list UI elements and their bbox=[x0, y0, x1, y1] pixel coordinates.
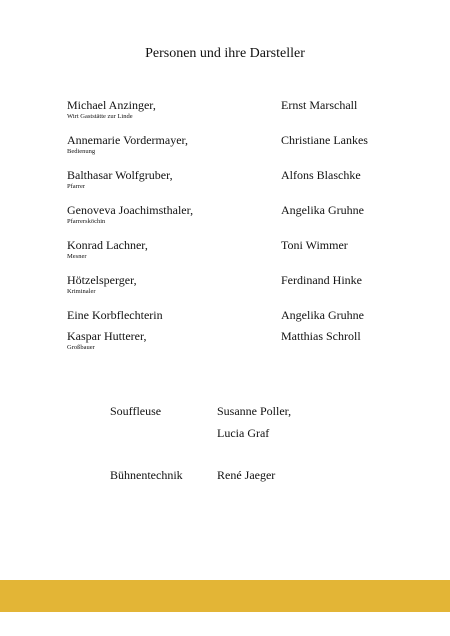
cast-row bbox=[67, 272, 387, 307]
role-name: Hötzelsperger, bbox=[67, 273, 137, 287]
crew-person: René Jaeger bbox=[217, 468, 276, 482]
footer-color-band bbox=[0, 580, 450, 612]
role-name: Annemarie Vordermayer, bbox=[67, 133, 189, 147]
role-description: Bedienung bbox=[67, 148, 96, 155]
role-description: Großbauer bbox=[67, 344, 95, 351]
actor-name: Alfons Blaschke bbox=[281, 168, 361, 182]
role-description: Kriminaler bbox=[67, 288, 96, 295]
role-name: Balthasar Wolfgruber, bbox=[67, 168, 173, 182]
crew-list bbox=[110, 403, 370, 489]
actor-name: Angelika Gruhne bbox=[281, 308, 364, 322]
crew-label: Bühnentechnik bbox=[110, 468, 183, 482]
role-description: Pfarrersköchin bbox=[67, 218, 106, 225]
role-description: Wirt Gaststätte zur Linde bbox=[67, 113, 133, 120]
crew-row-technik bbox=[110, 467, 370, 489]
cast-row bbox=[67, 132, 387, 167]
role-name: Konrad Lachner, bbox=[67, 238, 148, 252]
cast-row bbox=[67, 237, 387, 272]
actor-name: Ernst Marschall bbox=[281, 98, 358, 112]
crew-person: Susanne Poller, bbox=[217, 404, 292, 418]
actor-name: Ferdinand Hinke bbox=[281, 273, 362, 287]
cast-row bbox=[67, 202, 387, 237]
cast-row bbox=[67, 328, 387, 363]
page-title: Personen und ihre Darsteller bbox=[145, 46, 305, 61]
role-name: Eine Korbflechterin bbox=[67, 308, 163, 322]
crew-label: Souffleuse bbox=[110, 404, 162, 418]
actor-name: Christiane Lankes bbox=[281, 133, 368, 147]
crew-row-souffleuse bbox=[110, 403, 370, 425]
cast-row bbox=[67, 307, 387, 328]
role-name: Michael Anzinger, bbox=[67, 98, 156, 112]
cast-row bbox=[67, 167, 387, 202]
role-name: Genoveva Joachimsthaler, bbox=[67, 203, 194, 217]
role-name: Kaspar Hutterer, bbox=[67, 329, 147, 343]
role-description: Pfarrer bbox=[67, 183, 86, 190]
role-description: Mesner bbox=[67, 253, 87, 260]
actor-name: Toni Wimmer bbox=[281, 238, 348, 252]
cast-list bbox=[67, 97, 387, 363]
cast-row bbox=[67, 97, 387, 132]
actor-name: Angelika Gruhne bbox=[281, 203, 364, 217]
crew-row-souffleuse-continued bbox=[110, 425, 370, 447]
actor-name: Matthias Schroll bbox=[281, 329, 361, 343]
crew-person: Lucia Graf bbox=[217, 426, 270, 440]
